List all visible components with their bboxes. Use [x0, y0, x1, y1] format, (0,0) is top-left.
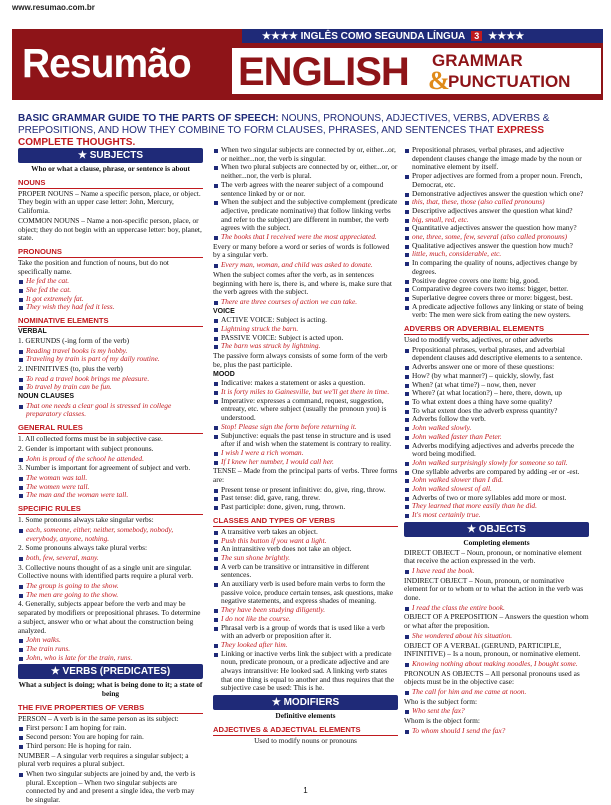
list-item: The sun shone brightly.: [213, 554, 398, 563]
list-item: Indicative: makes a statement or asks a question.: [213, 379, 398, 388]
list-item: John walked faster than Peter.: [404, 433, 589, 442]
list-item: When? (at what time?) – now, then, never: [404, 381, 589, 390]
list-item: Comparative degree covers two items: bigger, better.: [404, 285, 589, 294]
list-item: ACTIVE VOICE: Subject is acting.: [213, 316, 398, 325]
list-item: It is forty miles to Gainesville, but we'll get there in time.: [213, 388, 398, 397]
list-item: each, someone, either, neither, somebody, nobody, everybody, anyone, nothing.: [18, 526, 203, 543]
list-item: John is proud of the school he attended.: [18, 455, 203, 464]
list-item: Subjunctive: equals the past tense in structure and is used after if and wish when the statement is contrary to reality.: [213, 432, 398, 449]
general-rule: 2. Gender is important with subject pronouns.: [18, 443, 154, 453]
title-ampersand: &: [428, 66, 450, 95]
gerunds-text: 1. GERUNDS (-ing form of the verb): [18, 335, 130, 345]
list-item: To read a travel book brings me pleasure.: [18, 375, 203, 384]
adjectives-heading: ADJECTIVES & ADJECTIVAL ELEMENTS: [213, 725, 398, 736]
list-item: John walked slower than I did.: [404, 476, 589, 485]
list-item: I wish I were a rich woman.: [213, 449, 398, 458]
column-2: [213, 146, 398, 766]
list-item: One syllable adverbs are compared by adding -er or -est.: [404, 468, 589, 477]
general-rule: 3. Number is important for agreement of subject and verb.: [18, 463, 191, 473]
list-item: That one needs a clear goal is stressed in college preparatory classes.: [18, 402, 203, 419]
list-item: The verb agrees with the nearer subject of a compound sentence linked by or or nor.: [213, 181, 398, 198]
title-punctuation: PUNCTUATION: [448, 72, 571, 91]
list-item: this, that, these, those (also called pronouns): [404, 198, 589, 207]
tense-text: TENSE – Made from the principal parts of verbs. Three forms are:: [213, 466, 398, 485]
list-item: John, who is late for the train, runs.: [18, 654, 203, 663]
list-item: PASSIVE VOICE: Subject is acted upon.: [213, 334, 398, 343]
number-text: NUMBER – A singular verb requires a singular subject; a plural verb requires a plural subject.: [18, 750, 189, 769]
mood-label: MOOD: [213, 370, 235, 378]
list-item: When two singular subjects are connected by or, either...or, or neither...nor, the verb is singular.: [213, 146, 398, 163]
list-item: The women were tall.: [18, 483, 203, 492]
title-box: [230, 46, 603, 96]
list-item: Past participle: done, given, rung, thrown.: [213, 503, 398, 512]
objects-subtitle: Completing elements: [463, 537, 530, 547]
noun-clauses-label: NOUN CLAUSES: [18, 393, 75, 401]
list-item: Third person: He is hoping for rain.: [18, 742, 203, 751]
proper-nouns: PROPER NOUNS – Name a specific person, place, or object. They begin with an upper case letter: John, Mercury, California.: [18, 188, 201, 216]
specific-rule: 2. Some pronouns always take plural verbs:: [18, 543, 148, 553]
infinitives-text: 2. INFINITIVES (to, plus the verb): [18, 363, 123, 373]
list-item: Where? (at what location?) – here, there, down, up: [404, 389, 589, 398]
list-item: little, much, considerable, etc.: [404, 250, 589, 259]
list-item: The man and the woman were tall.: [18, 491, 203, 500]
list-item: Second person: You are hoping for rain.: [18, 733, 203, 742]
list-item: John walked slowest of all.: [404, 485, 589, 494]
list-item: An auxiliary verb is used before main verbs to form the passive voice, produce certain tenses, ask questions, make negative statements, and express shades of meaning.: [213, 580, 398, 606]
adverbs-heading: ADVERBS OR ADVERBIAL ELEMENTS: [404, 324, 589, 335]
specific-rule: 1. Some pronouns always take singular verbs:: [18, 515, 154, 525]
page-number: 1: [303, 786, 308, 795]
list-item: The train runs.: [18, 645, 203, 654]
list-item: Descriptive adjectives answer the question what kind?: [404, 207, 589, 216]
specific-rule: 3. Collective nouns thought of as a single unit are singular. Collective nouns with identified parts require a plural verb.: [18, 562, 194, 581]
list-item: She fed the cat.: [18, 286, 203, 295]
list-item: How? (by what manner?) – quickly, slowly, fast: [404, 372, 589, 381]
general-rule: 1. All collected forms must be in subjective case.: [18, 434, 163, 444]
list-item: Phrasal verb is a group of words that is used like a verb with an adverb or preposition after it.: [213, 624, 398, 641]
list-item: Adverbs modifying adjectives and adverbs precede the word being modified.: [404, 442, 589, 459]
list-item: When two plural subjects are connected by or, either...or, or neither...nor, the verb is plural.: [213, 163, 398, 180]
when-text: When the subject comes after the verb, as in sentences beginning with here is, there is, and where is, make sure that the verb agrees with the subject.: [213, 269, 392, 297]
list-item: Stop! Please sign the form before returning it.: [213, 423, 398, 432]
list-item: To what extent does a thing have some quality?: [404, 398, 589, 407]
list-item: Push this button if you want a light.: [213, 537, 398, 546]
list-item: They have been studying diligently.: [213, 606, 398, 615]
nominative-heading: NOMINATIVE ELEMENTS: [18, 316, 203, 327]
list-item: Superlative degree covers three or more: biggest, best.: [404, 294, 589, 303]
list-item: Adverbs follow the verb.: [404, 415, 589, 424]
list-item: To travel by train can be fun.: [18, 383, 203, 392]
pronouns-text: Take the position and function of nouns, but do not specifically name.: [18, 257, 169, 276]
nouns-heading: NOUNS: [18, 178, 203, 189]
title-english: ENGLISH: [238, 50, 409, 94]
list-item: Every man, woman, and child was asked to donate.: [213, 261, 398, 270]
pronouns-heading: PRONOUNS: [18, 247, 203, 258]
list-item: Prepositional phrases, verbal phrases, and adverbial dependent clauses add descriptive elements to a sentence.: [404, 346, 589, 363]
list-item: Past tense: did, gave, rang, threw.: [213, 494, 398, 503]
list-item: They learned that more easily than he did.: [404, 502, 589, 511]
resumao-logo: Resumão: [22, 40, 191, 86]
common-nouns: COMMON NOUNS – Name a non-specific person, place, or object; they do not begin with an uppercase letter: boy, planet, state.: [18, 215, 202, 243]
series-strip: [242, 29, 603, 43]
list-item: Positive degree covers one item: big, good.: [404, 277, 589, 286]
verbs-heading: ★ VERBS (PREDICATES): [18, 664, 203, 679]
direct-object: DIRECT OBJECT – Noun, pronoun, or nominative element that receive the action expressed in the verb.: [404, 547, 582, 566]
pronoun-objects: PRONOUN AS OBJECTS – All personal pronouns used as objects must be in the objective case:: [404, 668, 580, 687]
whom-text: Whom is the object form:: [404, 716, 480, 726]
list-item: Linking or inactive verbs link the subject with a predicate noun, predicate pronoun, or a predicate adjective and are always intransitive: He looked sad. A linking verb states that one thing is equal to another and thus requires that the subjective case be used: This is he.: [213, 650, 398, 694]
list-item: Imperative: expresses a command, request, suggestion, entreaty, etc. where subject (usually the pronoun you) is understood.: [213, 397, 398, 423]
verbs-subtitle: What a subject is doing; what is being done to it; a state of being: [18, 680, 203, 699]
every-text: Every or many before a word or series of words is followed by a singular verb.: [213, 241, 390, 260]
list-item: It's most certainly true.: [404, 511, 589, 520]
verbal-label: VERBAL: [18, 328, 47, 336]
list-item: I read the class the entire book.: [404, 604, 589, 613]
list-item: The group is going to the show.: [18, 582, 203, 591]
list-item: Reading travel books is my hobby.: [18, 347, 203, 356]
adverbs-text: Used to modify verbs, adjectives, or other adverbs: [404, 335, 553, 345]
list-item: big, small, red, etc.: [404, 216, 589, 225]
list-item: The books that I received were the most appreciated.: [213, 233, 398, 242]
modifiers-heading: ★ MODIFIERS: [213, 695, 398, 710]
adjectives-subtitle: Used to modify nouns or pronouns: [254, 735, 357, 745]
list-item: Adverbs answer one or more of these questions:: [404, 363, 589, 372]
indirect-object: INDIRECT OBJECT – Noun, pronoun, or nominative element for or to whom or to what the action in the verb was done.: [404, 575, 584, 603]
column-3: [404, 146, 589, 766]
site-url: www.resumao.com.br: [12, 3, 95, 12]
series-number: 3: [471, 31, 482, 41]
list-item: He fed the cat.: [18, 277, 203, 286]
list-item: Present tense or present infinitive: do, give, ring, throw.: [213, 486, 398, 495]
intro-body: NOUNS, PRONOUNS, ADJECTIVES, VERBS, ADVERBS & PREPOSITIONS, AND HOW THEY COMBINE TO FORM CLAUSES, PHRASES, AND SENTENCES THAT: [18, 113, 550, 136]
list-item: Knowing nothing about making noodles, I bought some.: [404, 660, 589, 669]
list-item: She wondered about his situation.: [404, 632, 589, 641]
list-item: To what extent does the adverb express quantity?: [404, 407, 589, 416]
list-item: When two singular subjects are joined by and, the verb is plural. Exception – When two singular subjects are connected by and and present a single idea, the verb may be singular.: [18, 770, 203, 805]
intro-lead: BASIC GRAMMAR GUIDE TO THE PARTS OF SPEECH:: [18, 113, 279, 124]
series-stars: ★★★★: [488, 30, 525, 42]
passive-note: The passive form always consists of some form of the verb be, plus the past participle.: [213, 351, 388, 369]
list-item: one, three, some, few, several (also called pronouns): [404, 233, 589, 242]
list-item: Prepositional phrases, verbal phrases, and adjective dependent clauses change the image made by the noun or nominative element by itself.: [404, 146, 589, 172]
list-item: It got extremely fat.: [18, 295, 203, 304]
list-item: John walks.: [18, 636, 203, 645]
list-item: A transitive verb takes an object.: [213, 528, 398, 537]
list-item: If I knew her number, I would call her.: [213, 458, 398, 467]
general-rules-heading: GENERAL RULES: [18, 423, 203, 434]
list-item: Traveling by train is part of my daily routine.: [18, 355, 203, 364]
voice-label: VOICE: [213, 307, 235, 315]
properties-heading: THE FIVE PROPERTIES OF VERBS: [18, 703, 203, 714]
list-item: The call for him and me came at noon.: [404, 688, 589, 697]
list-item: Who sent the fax?: [404, 707, 589, 716]
list-item: John walked surprisingly slowly for someone so tall.: [404, 459, 589, 468]
list-item: Qualitative adjectives answer the question how much?: [404, 242, 589, 251]
specific-rule: 4. Generally, subjects appear before the verb and may be separated by modifiers or prepositional phrases. To determine a subject, answer who or what about the construction being analyzed.: [18, 599, 201, 635]
subjects-subtitle: Who or what a clause, phrase, or sentence is about: [31, 164, 190, 173]
classes-heading: CLASSES AND TYPES OF VERBS: [213, 516, 398, 527]
intro-text: [18, 113, 598, 149]
list-item: A verb can be transitive or intransitive in different sentences.: [213, 563, 398, 580]
list-item: A predicate adjective follows any linking or state of being verb: The men were sick from eating the new oysters.: [404, 303, 589, 320]
objects-heading: ★ OBJECTS: [404, 522, 589, 537]
list-item: Demonstrative adjectives answer the question which one?: [404, 190, 589, 199]
list-item: The barn was struck by lightning.: [213, 342, 398, 351]
intro-highlight: EXPRESS COMPLETE THOUGHTS.: [18, 125, 545, 148]
list-item: An intransitive verb does not take an object.: [213, 545, 398, 554]
subjects-heading: ★ SUBJECTS: [18, 148, 203, 163]
list-item: They looked after him.: [213, 641, 398, 650]
list-item: There are three courses of action we can take.: [213, 298, 398, 307]
list-item: First person: I am hoping for rain.: [18, 724, 203, 733]
list-item: I do not like the course.: [213, 615, 398, 624]
list-item: When the subject and the subjective complement (predicate adjective, predicate nominative) that follow linking verbs and refer to the subject) are different in number, the verb agrees with the subject.: [213, 198, 398, 233]
column-1: [18, 146, 203, 805]
who-text: Who is the subject form:: [404, 696, 478, 706]
list-item: Quantitative adjectives answer the question how many?: [404, 224, 589, 233]
list-item: Adverbs of two or more syllables add more or most.: [404, 494, 589, 503]
prep-object: OBJECT OF A PREPOSITION – Answers the question whom or what after the preposition.: [404, 612, 589, 631]
list-item: I have read the book.: [404, 567, 589, 576]
list-item: To whom should I send the fax?: [404, 727, 589, 736]
list-item: They wish they had fed it less.: [18, 303, 203, 312]
list-item: John walked slowly.: [404, 424, 589, 433]
list-item: The woman was tall.: [18, 474, 203, 483]
list-item: The men are going to the show.: [18, 591, 203, 600]
modifiers-subtitle: Definitive elements: [275, 711, 336, 721]
verbal-object: OBJECT OF A VERBAL (GERUND, PARTICIPLE, INFINITIVE) – Is a noun, pronoun, or nominative element.: [404, 640, 581, 659]
title-grammar: GRAMMAR: [432, 51, 523, 70]
list-item: Proper adjectives are formed from a proper noun. French, Democrat, etc.: [404, 172, 589, 189]
person-text: PERSON – A verb is in the same person as its subject:: [18, 713, 179, 723]
list-item: both, few, several, many.: [18, 554, 203, 563]
list-item: In comparing the quality of nouns, adjectives change by degrees.: [404, 259, 589, 276]
specific-rules-heading: SPECIFIC RULES: [18, 504, 203, 515]
list-item: Lightning struck the barn.: [213, 325, 398, 334]
series-label: ★★★★ INGLÊS COMO SEGUNDA LÍNGUA: [262, 30, 466, 42]
